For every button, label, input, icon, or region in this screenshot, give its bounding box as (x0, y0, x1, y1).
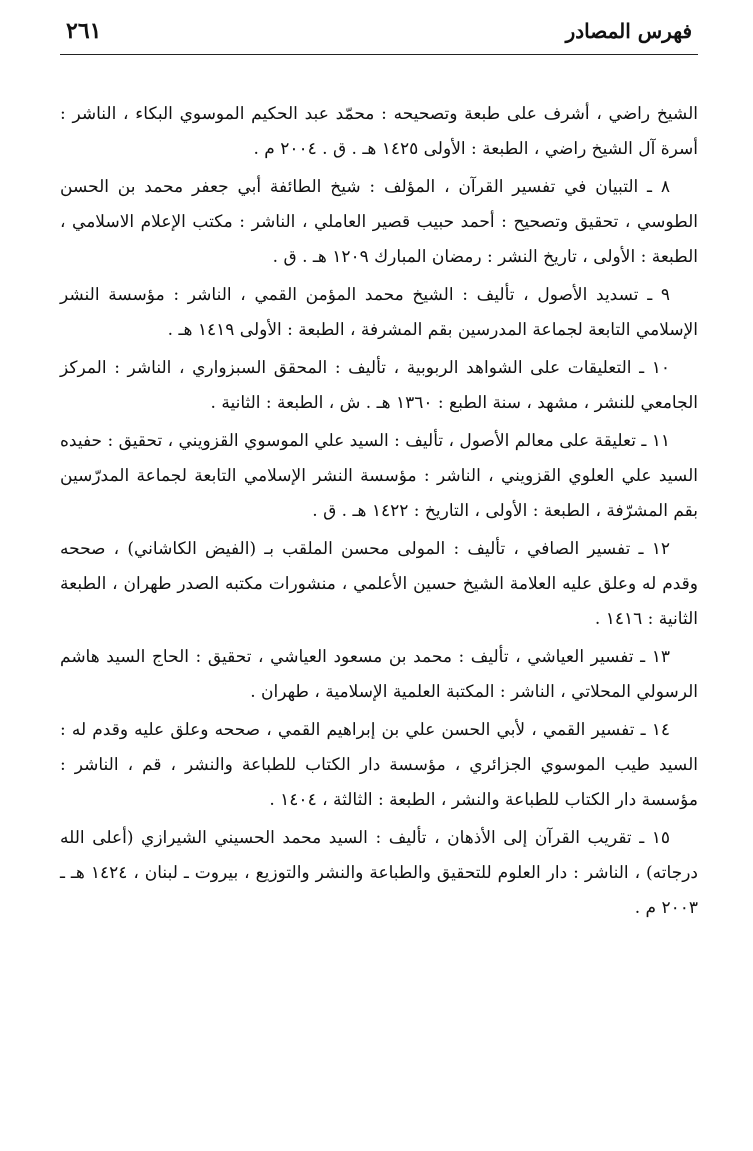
reference-entry: ١٤ ـ تفسير القمي ، لأبي الحسن علي بن إبراهيم القمي ، صححه وعلق عليه وقدم له : السيد طيب الموسوي الجزائري ، مؤسسة دار الكتاب للطباعة والنشر ، قم ، الناشر : مؤسسة دار الكتاب للطباعة والنشر ، الطبعة : الثالثة ، ١٤٠٤ . (60, 720, 698, 810)
reference-entry: ١١ ـ تعليقة على معالم الأصول ، تأليف : السيد علي الموسوي القزويني ، تحقيق : حفيده السيد علي العلوي القزويني ، الناشر : مؤسسة النشر الإسلامي التابعة لجماعة المدرّسين بقم المشرّفة ، الطبعة : الأولى ، التاريخ : ١٤٢٢ هـ . ق . (60, 431, 698, 521)
page-number: ٢٦١ (66, 18, 102, 44)
reference-entry: ١٥ ـ تقريب القرآن إلى الأذهان ، تأليف : السيد محمد الحسيني الشيرازي (أعلى الله درجاته) ، الناشر : دار العلوم للتحقيق والطباعة والنشر والتوزيع ، بيروت ـ لبنان ، ١٤٢٤ هـ ـ ٢٠٠٣ م . (60, 828, 698, 918)
header-title: فهرس المصادر (565, 19, 692, 43)
reference-entry: ١٣ ـ تفسير العياشي ، تأليف : محمد بن مسعود العياشي ، تحقيق : الحاج السيد هاشم الرسولي المحلاتي ، الناشر : المكتبة العلمية الإسلامية ، طهران . (60, 647, 698, 702)
reference-entry: ٩ ـ تسديد الأصول ، تأليف : الشيخ محمد المؤمن القمي ، الناشر : مؤسسة النشر الإسلامي التابعة لجماعة المدرسين بقم المشرفة ، الطبعة : الأولى ١٤١٩ هـ . (60, 285, 698, 340)
reference-entry: ١٢ ـ تفسير الصافي ، تأليف : المولى محسن الملقب بـ (الفيض الكاشاني) ، صححه وقدم له وعلق عليه العلامة الشيخ حسين الأعلمي ، منشورات مكتبه الصدر طهران ، الطبعة الثانية : ١٤١٦ . (60, 539, 698, 629)
references-list (60, 97, 698, 926)
reference-entry-continuation: الشيخ راضي ، أشرف على طبعة وتصحيحه : محمّد عبد الحكيم الموسوي البكاء ، الناشر : أسرة آل الشيخ راضي ، الطبعة : الأولى ١٤٢٥ هـ . ق . ٢٠٠٤ م . (60, 104, 698, 159)
book-page (60, 18, 698, 1151)
reference-entry: ١٠ ـ التعليقات على الشواهد الربوبية ، تأليف : المحقق السبزواري ، الناشر : المركز الجامعي للنشر ، مشهد ، سنة الطبع : ١٣٦٠ هـ . ش ، الطبعة : الثانية . (60, 358, 698, 413)
reference-entry: ٨ ـ التبيان في تفسير القرآن ، المؤلف : شيخ الطائفة أبي جعفر محمد بن الحسن الطوسي ، تحقيق وتصحيح : أحمد حبيب قصير العاملي ، الناشر : مكتب الإعلام الاسلامي ، الطبعة : الأولى ، تاريخ النشر : رمضان المبارك ١٢٠٩ هـ . ق . (60, 177, 698, 267)
running-header (60, 18, 698, 55)
